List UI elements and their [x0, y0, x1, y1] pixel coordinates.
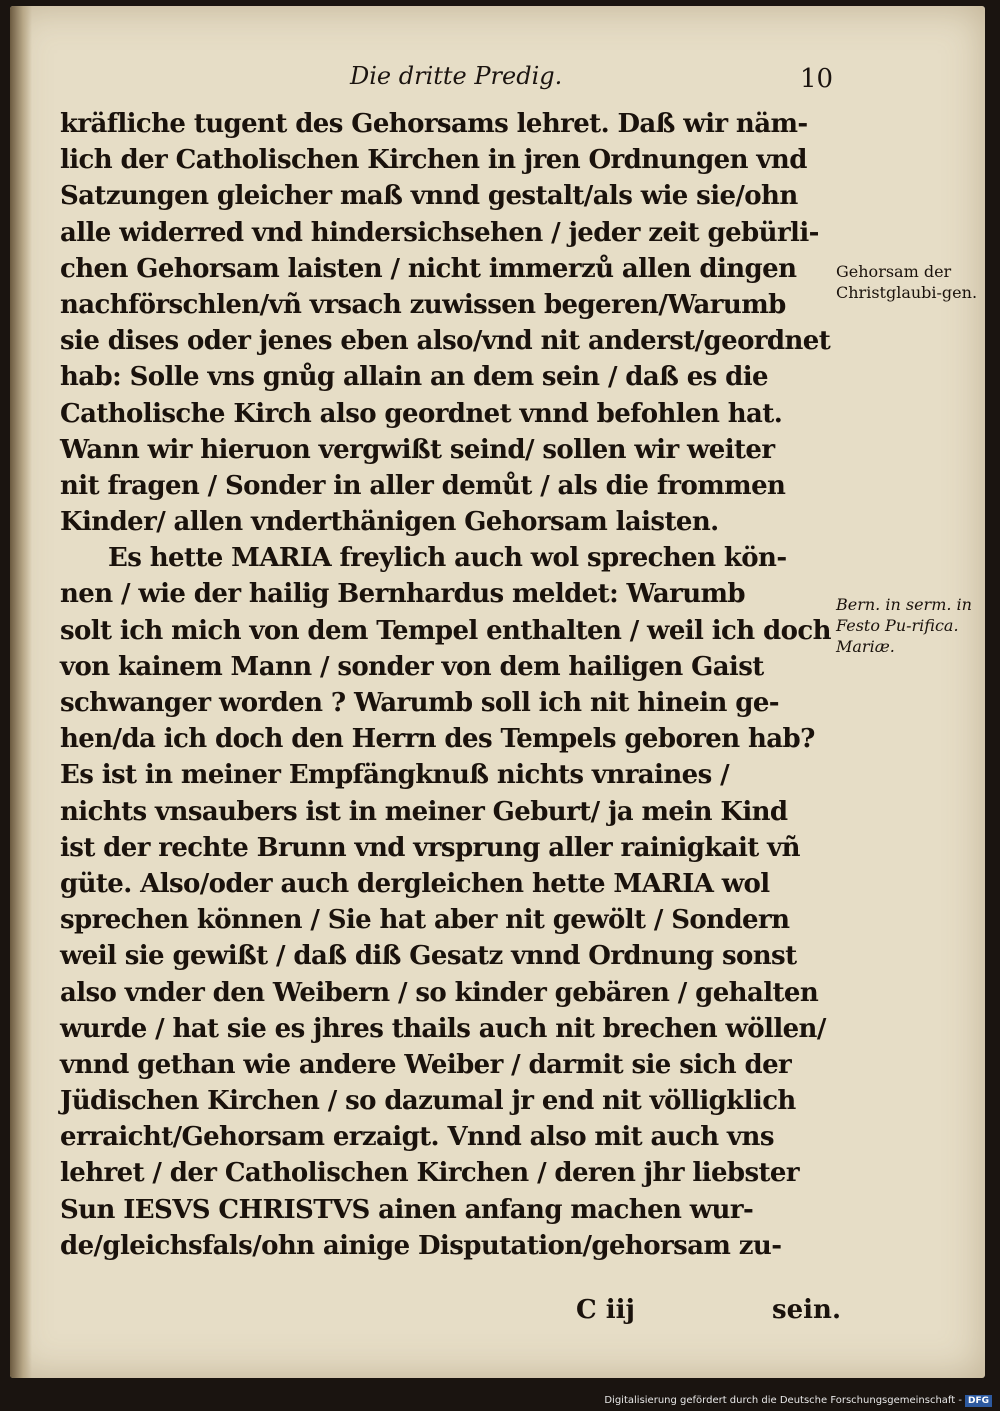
book-page	[10, 6, 985, 1378]
main-text-block	[60, 106, 840, 1264]
text-line: Jüdischen Kirchen / so dazumal jr end nit völligklich	[60, 1086, 796, 1117]
text-line: chen Gehorsam laisten / nicht immerzů allen dingen	[60, 253, 797, 284]
running-head: Die dritte Predig.	[350, 62, 563, 90]
margin-note-bernhard-citation: Bern. in serm. in Festo Pu-rifica. Mariæ.	[836, 595, 972, 656]
text-line: nichts vnsaubers ist in meiner Geburt/ ja mein Kind	[60, 796, 788, 827]
text-line: güte. Also/oder auch dergleichen hette MARIA wol	[60, 868, 770, 899]
text-line: wurde / hat sie es jhres thails auch nit brechen wöllen/	[60, 1013, 826, 1044]
page-footer	[60, 1292, 840, 1328]
text-line: nit fragen / Sonder in aller demůt / als die frommen	[60, 470, 786, 501]
text-line: also vnder den Weibern / so kinder gebären / gehalten	[60, 977, 819, 1008]
text-line: hen/da ich doch den Herrn des Tempels geboren hab?	[60, 724, 815, 755]
margin-note-obedience: Gehorsam der Christglaubi-gen.	[836, 262, 978, 302]
signature-mark: C iij	[576, 1295, 635, 1325]
text-line: nachförschlen/vñ vrsach zuwissen begeren/Warumb	[60, 289, 786, 320]
text-line: Kinder/ allen vnderthänigen Gehorsam laisten.	[60, 507, 719, 538]
text-line: ist der rechte Brunn vnd vrsprung aller rainigkait vñ	[60, 832, 800, 863]
text-line: Satzungen gleicher maß vnnd gestalt/als wie sie/ohn	[60, 181, 798, 212]
page-number: 10	[800, 64, 834, 94]
dfg-logo: DFG	[965, 1395, 992, 1407]
text-line: weil sie gewißt / daß diß Gesatz vnnd Ordnung sonst	[60, 941, 797, 972]
text-line: Es hette MARIA freylich auch wol sprechen kön-	[108, 543, 787, 574]
text-line: Es ist in meiner Empfängknuß nichts vnraines /	[60, 760, 729, 791]
text-line: nen / wie der hailig Bernhardus meldet: Warumb	[60, 579, 746, 610]
text-line: de/gleichsfals/ohn ainige Disputation/gehorsam zu-	[60, 1230, 782, 1261]
text-line: kräfliche tugent des Gehorsams lehret. Daß wir näm-	[60, 109, 808, 139]
text-line: erraicht/Gehorsam erzaigt. Vnnd also mit auch vns	[60, 1122, 774, 1153]
text-line: vnnd gethan wie andere Weiber / darmit sie sich der	[60, 1049, 792, 1080]
text-line: Sun IESVS CHRISTVS ainen anfang machen wur-	[60, 1194, 754, 1225]
text-line: Catholische Kirch also geordnet vnnd befohlen hat.	[60, 398, 783, 429]
text-line: sprechen können / Sie hat aber nit gewölt / Sondern	[60, 905, 790, 936]
text-line: lich der Catholischen Kirchen in jren Ordnungen vnd	[60, 145, 807, 176]
text-line: sie dises oder jenes eben also/vnd nit anderst/geordnet	[60, 326, 831, 357]
catchword: sein.	[772, 1295, 842, 1325]
text-line: solt ich mich von dem Tempel enthalten / weil ich doch	[60, 615, 831, 646]
text-line: von kainem Mann / sonder von dem hailigen Gaist	[60, 651, 764, 682]
text-line: hab: Solle vns gnůg allain an dem sein / daß es die	[60, 362, 768, 393]
digitization-credit: Digitalisierung gefördert durch die Deutsche Forschungsgemeinschaft -	[604, 1395, 962, 1406]
text-line: lehret / der Catholischen Kirchen / deren jhr liebster	[60, 1158, 799, 1189]
text-line: schwanger worden ? Warumb soll ich nit hinein ge-	[60, 688, 779, 718]
text-line: alle widerred vnd hindersichsehen / jeder zeit gebürli-	[60, 217, 819, 248]
text-line: Wann wir hieruon vergwißt seind/ sollen wir weiter	[60, 434, 775, 465]
